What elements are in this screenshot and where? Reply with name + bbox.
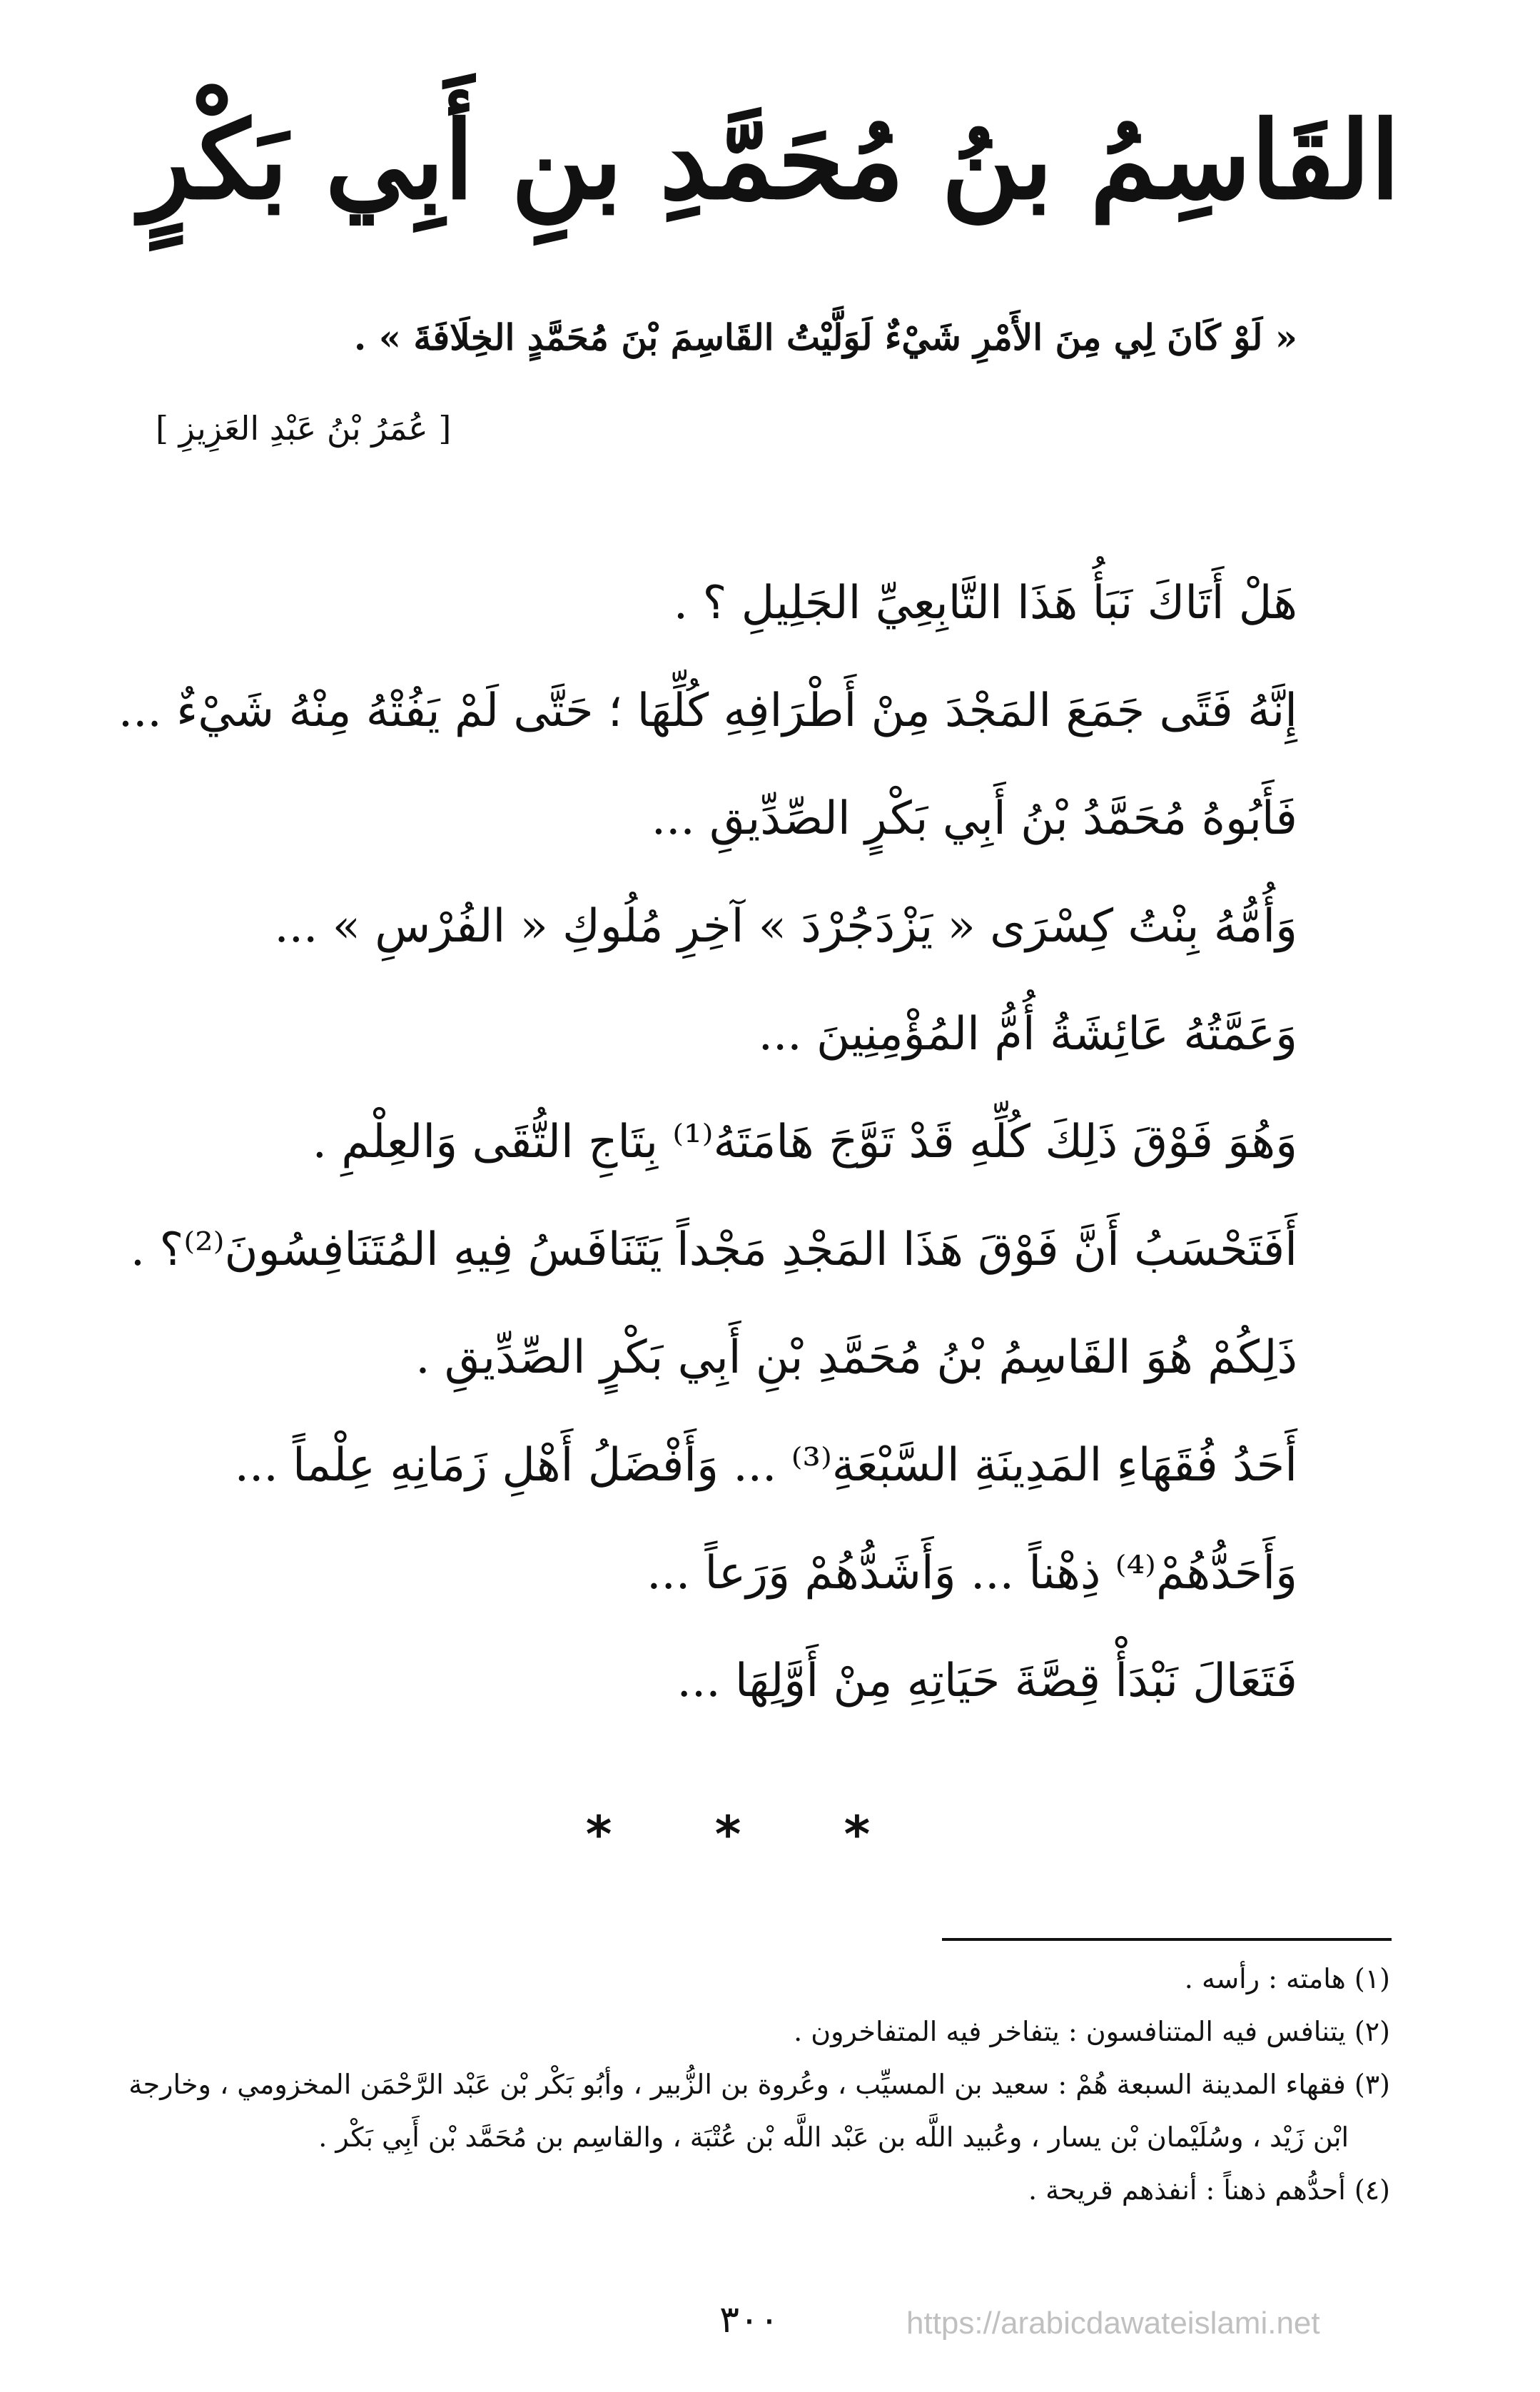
watermark-url: https://arabicdawateislami.net [906, 2306, 1320, 2341]
body-line: فَأَبُوهُ مُحَمَّدُ بْنُ أَبِي بَكْرٍ الصِّدِّيقِ ... [651, 792, 1297, 845]
section-separator-stars: * * * [585, 1805, 913, 1864]
footnotes [63, 1952, 1390, 2216]
footnote-divider [942, 1938, 1392, 1941]
footnote-4: (٤) أحدُّهم ذهناً : أنفذهم قريحة . [1028, 2174, 1390, 2206]
body-line: إِنَّهُ فَتًى جَمَعَ المَجْدَ مِنْ أَطْرَافِهِ كُلِّهَا ؛ حَتَّى لَمْ يَفُتْهُ مِنْهُ شَيْءٌ ... [118, 685, 1297, 737]
footnote-1: (١) هامته : رأسه . [1184, 1963, 1390, 1994]
page-number: ٣٠٠ [719, 2298, 779, 2341]
epigraph-quote: « لَوْ كَانَ لِي مِنَ الأَمْرِ شَيْءٌ لَوَلَّيْتُ القَاسِمَ بْنَ مُحَمَّدٍ الخِلَافَةَ » . [353, 316, 1297, 358]
footnote-2: (٢) يتنافس فيه المتنافسون : يتفاخر فيه المتفاخرون . [794, 2016, 1390, 2047]
body-line: وَأُمُّهُ بِنْتُ كِسْرَى « يَزْدَجُرْدَ » آخِرِ مُلُوكِ « الفُرْسِ » ... [274, 900, 1297, 953]
body-line: وَأَحَدُّهُمْ⁽⁴⁾ ذِهْناً ... وَأَشَدُّهُمْ وَرَعاً ... [647, 1547, 1297, 1600]
body-line: وَهُوَ فَوْقَ ذَلِكَ كُلِّهِ قَدْ تَوَّجَ هَامَتَهُ⁽¹⁾ بِتَاجِ التُّقَى وَالعِلْمِ . [312, 1116, 1297, 1169]
footnote-3-continued: ابْن زَيْد ، وسُلَيْمان بْن يسار ، وعُبيد اللَّه بن عَبْد اللَّه بْن عُتْبَة ، والقاسِم بن مُحَمَّد بْن أَبِي بَكْر . [318, 2121, 1349, 2153]
body-line: فَتَعَالَ نَبْدَأْ قِصَّةَ حَيَاتِهِ مِنْ أَوَّلِهَا ... [677, 1655, 1297, 1707]
chapter-title: القَاسِمُ بنُ مُحَمَّدِ بنِ أَبِي بَكْرٍ [140, 98, 1400, 223]
body-text [118, 550, 1297, 1735]
epigraph-attribution: [ عُمَرُ بْنُ عَبْدِ العَزِيزِ ] [156, 409, 452, 448]
body-line: أَفَتَحْسَبُ أَنَّ فَوْقَ هَذَا المَجْدِ مَجْداً يَتَنَافَسُ فِيهِ المُتَنَافِسُونَ⁽²⁾؟ . [130, 1223, 1297, 1276]
body-line: وَعَمَّتُهُ عَائِشَةُ أُمُّ المُؤْمِنِينَ ... [758, 1008, 1297, 1061]
body-line: أَحَدُ فُقَهَاءِ المَدِينَةِ السَّبْعَةِ⁽³⁾ ... وَأَفْضَلُ أَهْلِ زَمَانِهِ عِلْماً ... [234, 1439, 1297, 1492]
body-line: هَلْ أَتَاكَ نَبَأُ هَذَا التَّابِعِيِّ الجَلِيلِ ؟ . [673, 577, 1297, 630]
body-line: ذَلِكُمْ هُوَ القَاسِمُ بْنُ مُحَمَّدِ بْنِ أَبِي بَكْرٍ الصِّدِّيقِ . [415, 1331, 1297, 1384]
footnote-3: (٣) فقهاء المدينة السبعة هُمْ : سعيد بن المسيِّب ، وعُروة بن الزُّبير ، وأبُو بَكْر بْن عَبْد الرَّحْمَن المخزومي ، وخارجة [128, 2069, 1390, 2100]
